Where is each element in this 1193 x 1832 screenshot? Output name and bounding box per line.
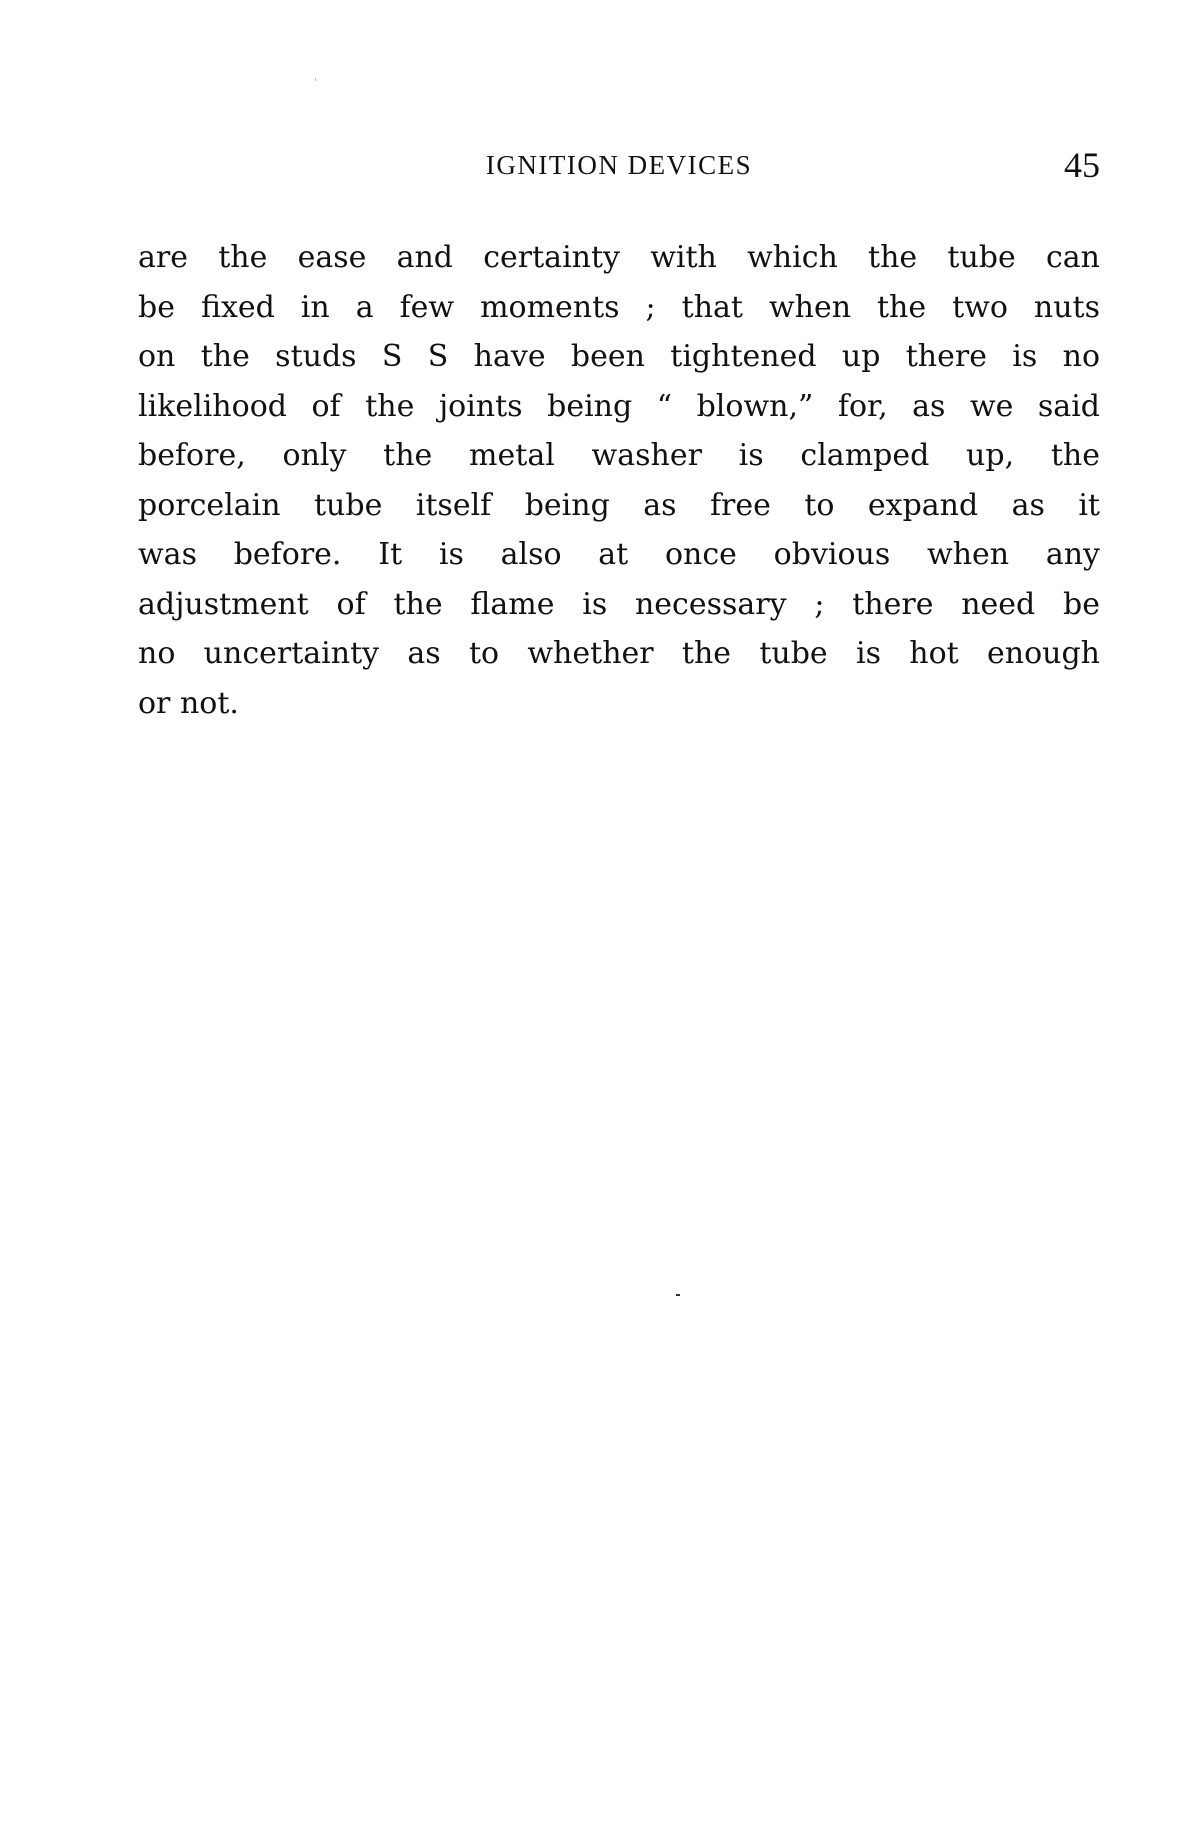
running-head: [138, 145, 1100, 190]
text-line: was before. It is also at once obvious when any: [138, 537, 1100, 572]
text-line: be fixed in a few moments ; that when the two nuts: [138, 289, 1100, 325]
text-line-last: or not.: [138, 685, 239, 721]
text-line: are the ease and certainty with which the tube can: [138, 240, 1100, 275]
chapter-title: IGNITION DEVICES: [485, 150, 753, 180]
text-line: likelihood of the joints being “ blown,” for, as we said: [138, 388, 1100, 424]
text-line: porcelain tube itself being as free to expand as it: [138, 487, 1100, 523]
text-line: before, only the metal washer is clamped up, the: [138, 438, 1100, 473]
page-number: 45: [1064, 145, 1100, 185]
ink-speck: [315, 78, 316, 81]
text-line: no uncertainty as to whether the tube is hot enough: [138, 636, 1100, 671]
body-paragraph: [138, 233, 1100, 728]
text-line: adjustment of the flame is necessary ; there need be: [138, 586, 1100, 622]
ink-speck: [676, 1294, 680, 1296]
text-line: on the studs S S have been tightened up there is no: [138, 339, 1100, 374]
